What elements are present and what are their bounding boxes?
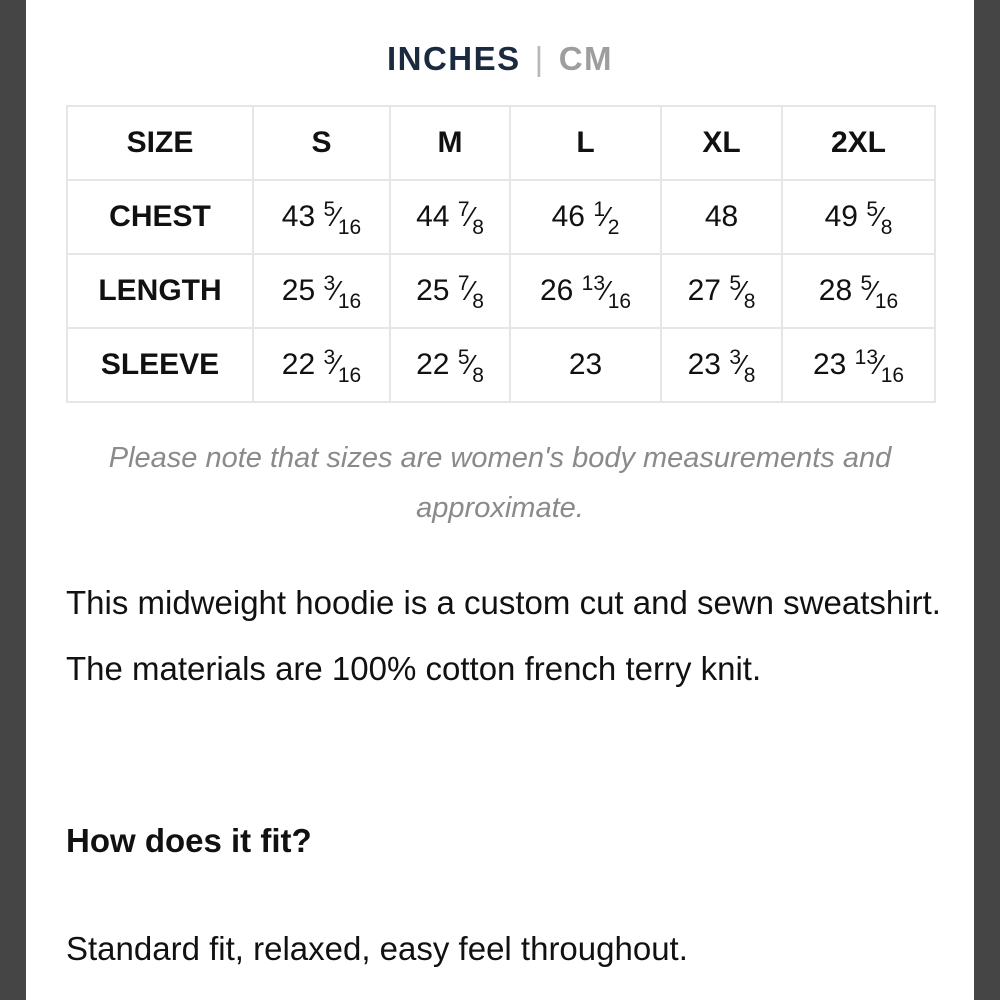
unit-separator: | — [534, 40, 545, 77]
measurement-cell — [253, 254, 390, 328]
fraction-numerator: 3 — [323, 346, 336, 369]
measurement-whole: 25 — [281, 274, 316, 307]
fraction-denominator: 8 — [472, 216, 484, 239]
fraction-denominator: 16 — [880, 364, 905, 387]
table-row — [67, 254, 935, 328]
fraction-denominator: 16 — [337, 364, 362, 387]
fraction-denominator: 16 — [337, 216, 362, 239]
measurement-cell — [782, 180, 935, 254]
fraction-denominator: 8 — [472, 364, 484, 387]
measurement-fraction: $^7⁄_8$ — [457, 198, 484, 239]
fraction-numerator: 5 — [323, 198, 336, 221]
measurement-cell — [510, 254, 661, 328]
measurement-whole: 48 — [704, 200, 739, 233]
size-header-label: SIZE — [67, 106, 253, 180]
measurement-whole: 23 — [568, 348, 603, 381]
measurement-cell — [661, 180, 782, 254]
size-chart-table — [66, 105, 936, 403]
fraction-numerator: 5 — [866, 198, 879, 221]
fraction-numerator: 1 — [593, 198, 606, 221]
measurement-fraction: $^7⁄_8$ — [457, 272, 484, 313]
row-label-length: LENGTH — [67, 254, 253, 328]
fraction-numerator: 3 — [729, 346, 742, 369]
measurement-fraction: $^5⁄_{16}$ — [323, 198, 362, 239]
cm-tab[interactable]: CM — [558, 40, 614, 77]
size-header-s: S — [253, 106, 390, 180]
fit-description: Standard fit, relaxed, easy feel throughout. — [66, 930, 688, 967]
measurement-whole: 26 — [539, 274, 574, 307]
size-header-m: M — [390, 106, 510, 180]
measurement-cell — [661, 328, 782, 402]
measurement-fraction: $^3⁄_{16}$ — [323, 272, 362, 313]
fraction-denominator: 8 — [880, 216, 893, 239]
fraction-numerator: 3 — [323, 272, 336, 295]
measurement-cell — [510, 328, 661, 402]
measurement-cell — [390, 180, 510, 254]
measurement-whole: 22 — [281, 348, 316, 381]
size-header-xl: XL — [661, 106, 782, 180]
measurement-fraction: $^{13}⁄_{16}$ — [854, 346, 905, 387]
measurement-fraction: $^3⁄_{16}$ — [323, 346, 362, 387]
measurement-cell — [661, 254, 782, 328]
measurement-whole: 43 — [281, 200, 316, 233]
measurement-whole: 27 — [687, 274, 721, 307]
measurement-whole: 46 — [551, 200, 585, 233]
row-label-chest: CHEST — [67, 180, 253, 254]
measurement-whole: 49 — [824, 200, 858, 233]
product-description: This midweight hoodie is a custom cut and sewn sweatshirt. The materials are 100% cotton french terry knit. — [66, 584, 941, 687]
fraction-numerator: 5 — [729, 272, 742, 295]
fraction-numerator: 5 — [860, 272, 873, 295]
fraction-numerator: 13 — [854, 346, 879, 369]
measurement-cell — [782, 254, 935, 328]
size-header-2xl: 2XL — [782, 106, 935, 180]
fraction-denominator: 2 — [607, 216, 620, 239]
row-label-sleeve: SLEEVE — [67, 328, 253, 402]
measurement-cell — [390, 328, 510, 402]
measurement-whole: 44 — [416, 200, 450, 233]
measurement-fraction: $^5⁄_8$ — [457, 346, 484, 387]
fraction-denominator: 8 — [743, 364, 756, 387]
table-row — [67, 328, 935, 402]
measurement-cell — [253, 328, 390, 402]
fraction-numerator: 5 — [457, 346, 470, 369]
fraction-denominator: 16 — [874, 290, 899, 313]
measurement-fraction: $^3⁄_8$ — [729, 346, 756, 387]
fraction-numerator: 7 — [457, 198, 470, 221]
measurement-whole: 23 — [812, 348, 847, 381]
fraction-denominator: 16 — [337, 290, 362, 313]
measurement-fraction: $^5⁄_8$ — [729, 272, 756, 313]
size-header-row — [67, 106, 935, 180]
measurement-fraction: $^5⁄_{16}$ — [860, 272, 899, 313]
measurement-cell — [390, 254, 510, 328]
measurement-whole: 23 — [687, 348, 721, 381]
size-disclaimer-note: Please note that sizes are women's body measurements and approximate. — [108, 442, 892, 524]
product-details-panel — [26, 0, 974, 1000]
fraction-denominator: 8 — [743, 290, 756, 313]
size-header-l: L — [510, 106, 661, 180]
measurement-cell — [782, 328, 935, 402]
fraction-numerator: 13 — [581, 272, 606, 295]
measurement-whole: 25 — [416, 274, 450, 307]
measurement-cell — [253, 180, 390, 254]
fraction-denominator: 16 — [607, 290, 632, 313]
fraction-denominator: 8 — [472, 290, 484, 313]
inches-tab[interactable]: INCHES — [386, 40, 521, 77]
measurement-whole: 28 — [818, 274, 853, 307]
measurement-cell — [510, 180, 661, 254]
measurement-fraction: $^5⁄_8$ — [866, 198, 893, 239]
table-row — [67, 180, 935, 254]
fraction-numerator: 7 — [457, 272, 470, 295]
measurement-fraction: $^{13}⁄_{16}$ — [581, 272, 632, 313]
unit-toggle — [26, 40, 974, 78]
measurement-fraction: $^1⁄_2$ — [593, 198, 620, 239]
fit-heading: How does it fit? — [66, 822, 312, 859]
measurement-whole: 22 — [416, 348, 450, 381]
